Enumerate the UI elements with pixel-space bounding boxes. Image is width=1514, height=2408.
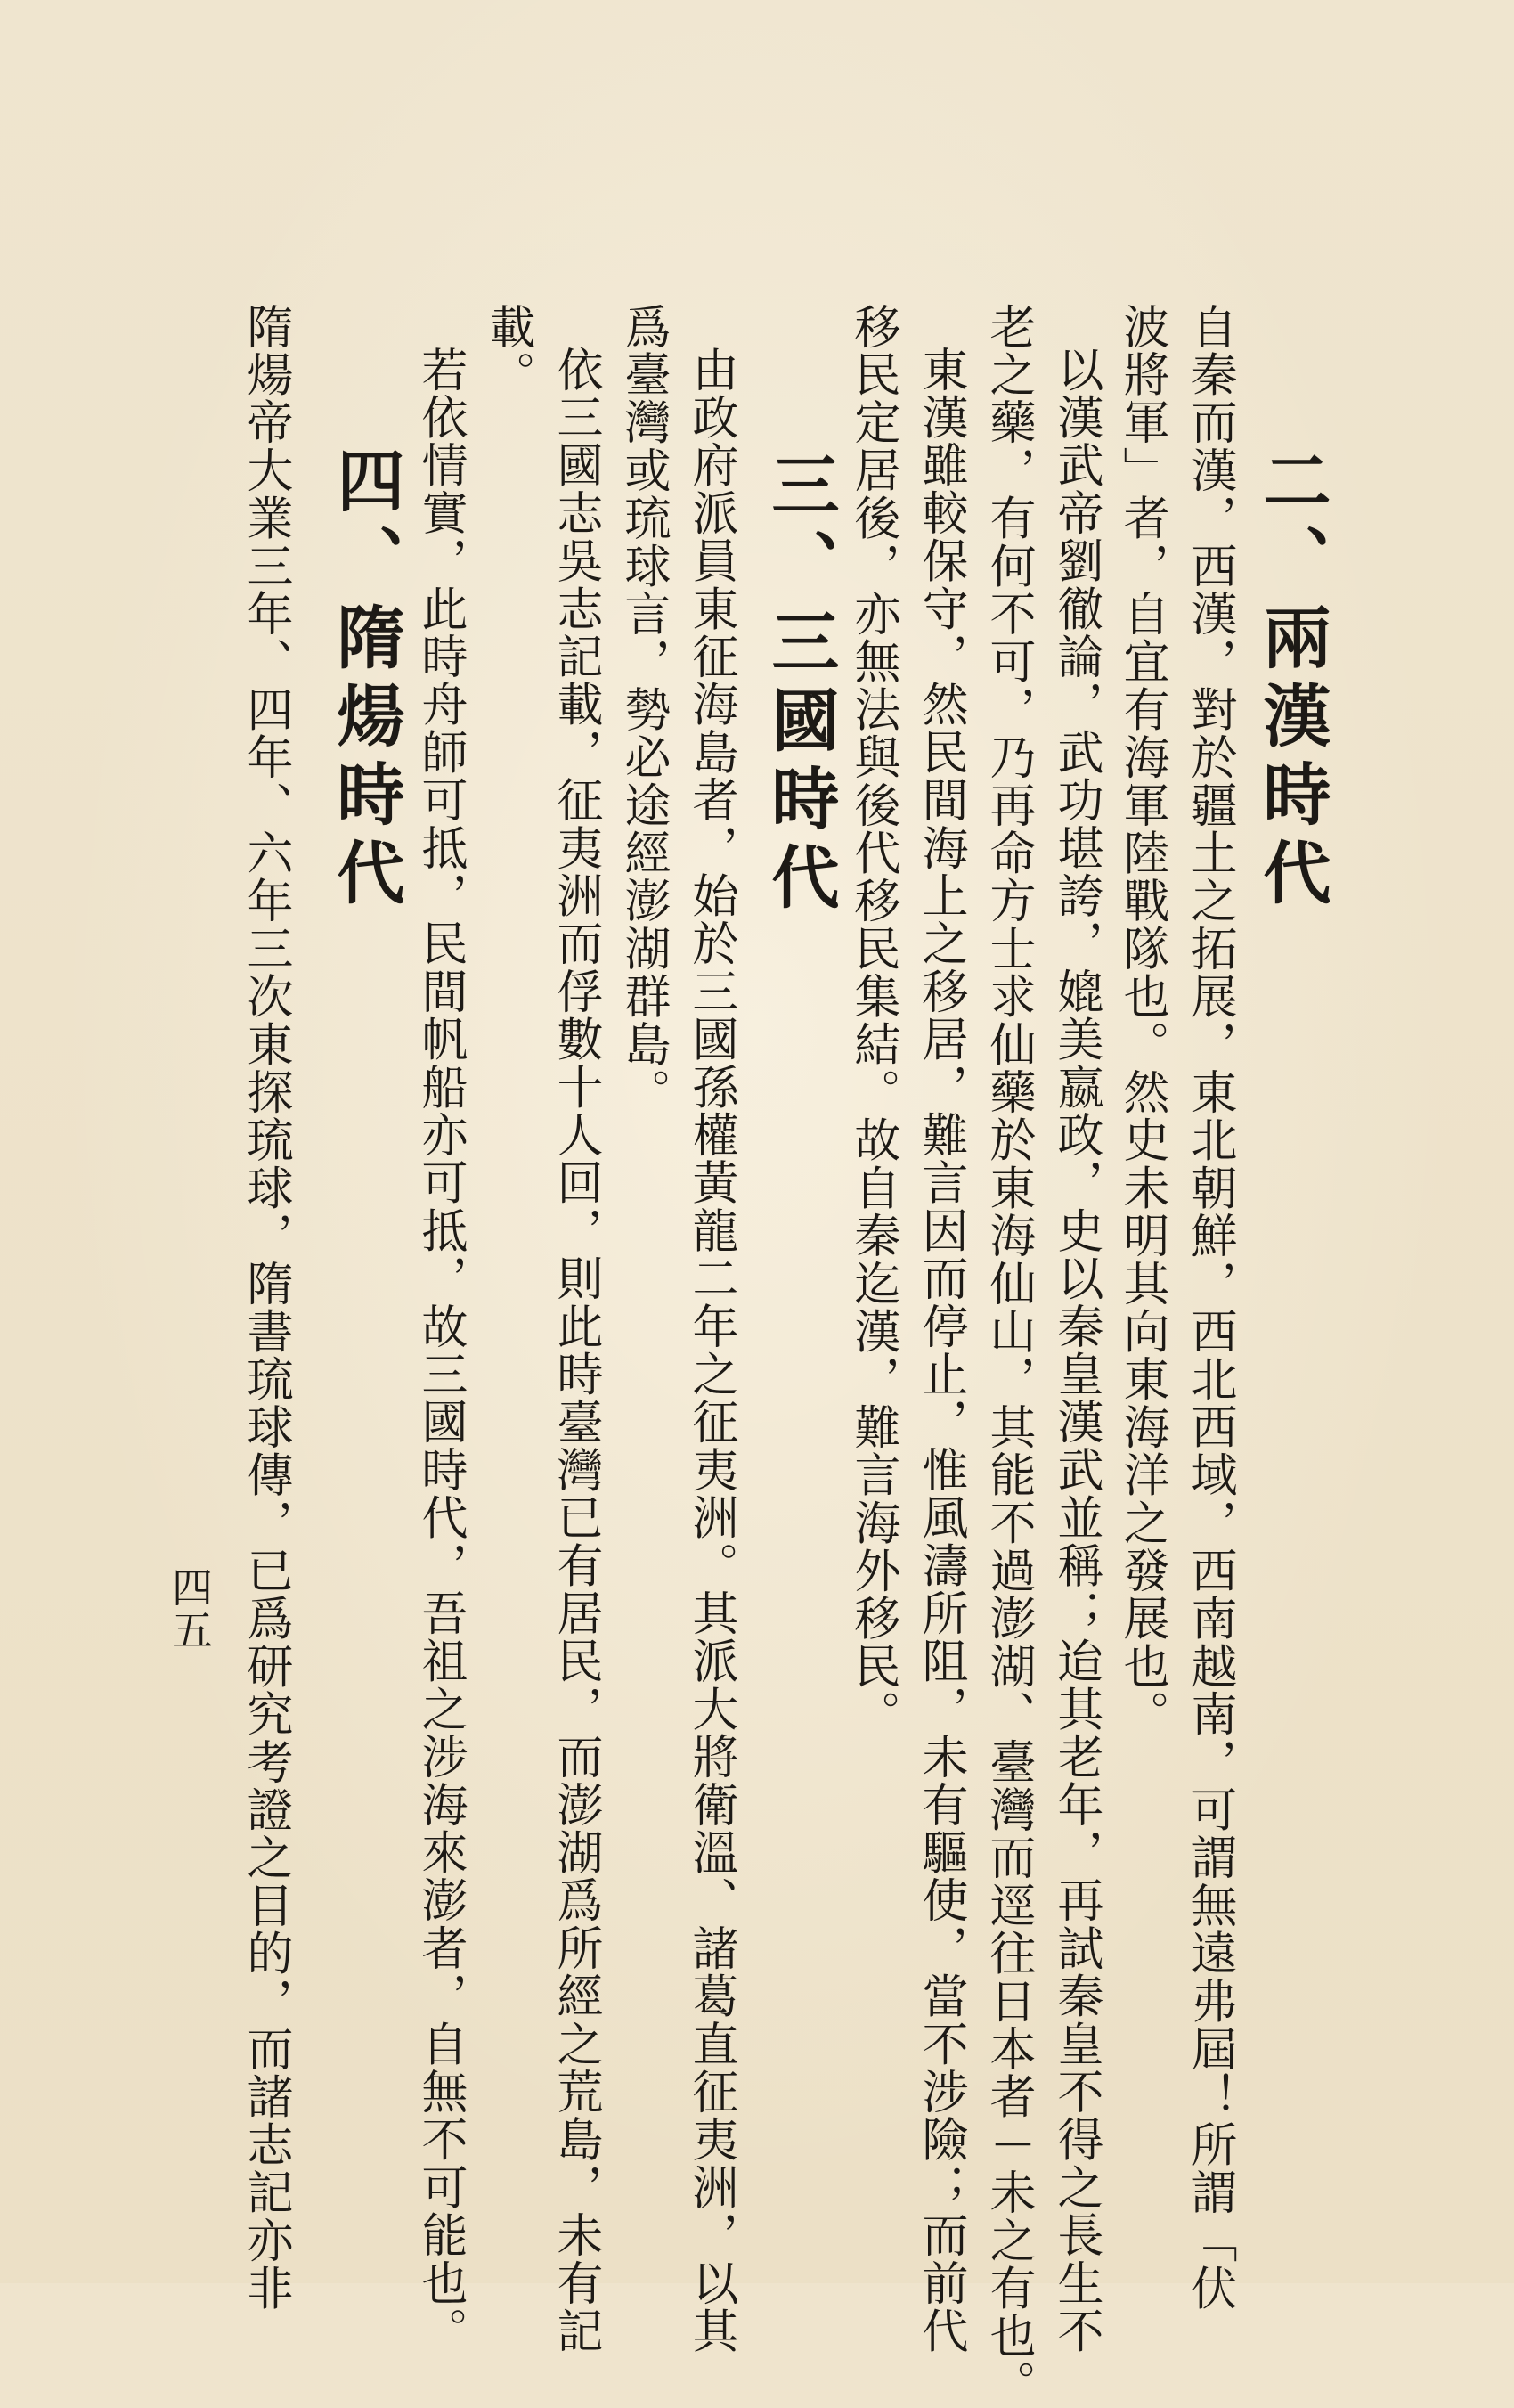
paragraph-line: 依三國志吳志記載，征夷洲而俘數十人回，則此時臺灣已有居民，而澎湖爲所經之荒島，未有記	[549, 346, 602, 2355]
paragraph-line: 東漢雖較保守，然民間海上之移居，難言因而停止，惟風濤所阻，未有驅使，當不涉險；而前代	[914, 346, 967, 2355]
paragraph-line: 移民定居後，亦無法與後代移民集結。故自秦迄漢，難言海外移民。	[846, 303, 899, 1738]
page-number: 四五	[166, 1566, 214, 1652]
paragraph-line: 載。	[481, 303, 534, 399]
section-heading-three-kingdoms: 三、三國時代	[761, 450, 840, 920]
paragraph-line: 由政府派員東征海島者，始於三國孫權黃龍二年之征夷洲。其派大將衛溫、諸葛直征夷洲，以其	[684, 346, 737, 2355]
paragraph-line: 若依情實，此時舟師可抵，民間帆船亦可抵，故三國時代，吾祖之涉海來澎者，自無不可能也。	[413, 346, 467, 2355]
paragraph-line: 爲臺灣或琉球言，勢必途經澎湖群島。	[616, 303, 670, 1116]
paragraph-line: 隋煬帝大業三年、四年、六年三次東探琉球，隋書琉球傳，已爲研究考證之目的，而諸志記亦非	[239, 303, 292, 2313]
paragraph-line: 波將軍」者，自宜有海軍陸戰隊也。然史未明其向東海洋之發展也。	[1115, 303, 1168, 1738]
paragraph-line: 老之藥，有何不可，乃再命方士求仙藥於東海仙山，其能不過澎湖、臺灣而逕往日本者－未之有也。	[981, 303, 1035, 2408]
section-heading-sui: 四、隋煬時代	[326, 445, 405, 916]
paragraph-line: 以漢武帝劉徹論，武功堪誇，媲美嬴政，史以秦皇漢武並稱；迨其老年，再試秦皇不得之長生不	[1049, 346, 1103, 2355]
section-heading-han: 二、兩漢時代	[1252, 445, 1331, 916]
paragraph-line: 自秦而漢，西漢，對於疆土之拓展，東北朝鮮，西北西域，西南越南，可謂無遠弗屆！所謂「伏	[1183, 303, 1236, 2313]
